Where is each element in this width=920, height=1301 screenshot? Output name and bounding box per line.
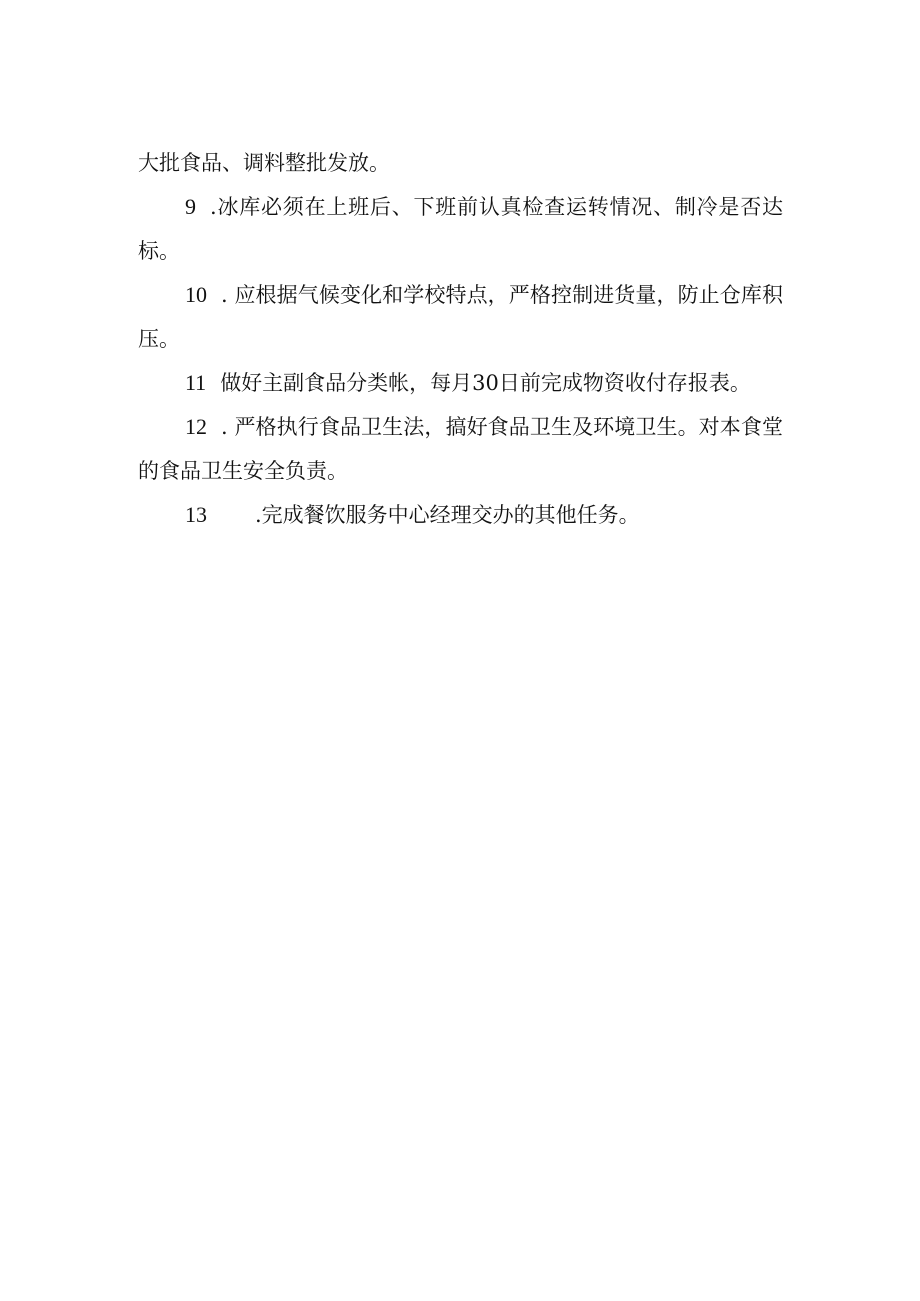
item-text: . 应根据气候变化和学校特点，严格控制进货量，防止仓库积压。 [138, 283, 783, 351]
item-text: .完成餐饮服务中心经理交办的其他任务。 [255, 503, 640, 527]
item-number: 11 [185, 370, 207, 395]
item-text: . 严格执行食品卫生法，搞好食品卫生及环境卫生。对本食堂的食品卫生安全负责。 [138, 415, 783, 483]
list-item-12 [138, 405, 783, 493]
list-item-13 [138, 493, 783, 537]
item-number: 9 [185, 194, 196, 219]
document-body [138, 141, 783, 537]
item-number: 12 [185, 414, 207, 439]
item-number: 13 [185, 502, 207, 527]
item-text: 做好主副食品分类帐，每月30日前完成物资收付存报表。 [220, 371, 751, 395]
list-item-10 [138, 273, 783, 361]
item-text: .冰库必须在上班后、下班前认真检查运转情况、制冷是否达标。 [138, 195, 783, 263]
list-item-11 [138, 361, 783, 405]
continuation-paragraph: 大批食品、调料整批发放。 [138, 151, 390, 175]
list-item-9 [138, 185, 783, 273]
item-number: 10 [185, 282, 207, 307]
